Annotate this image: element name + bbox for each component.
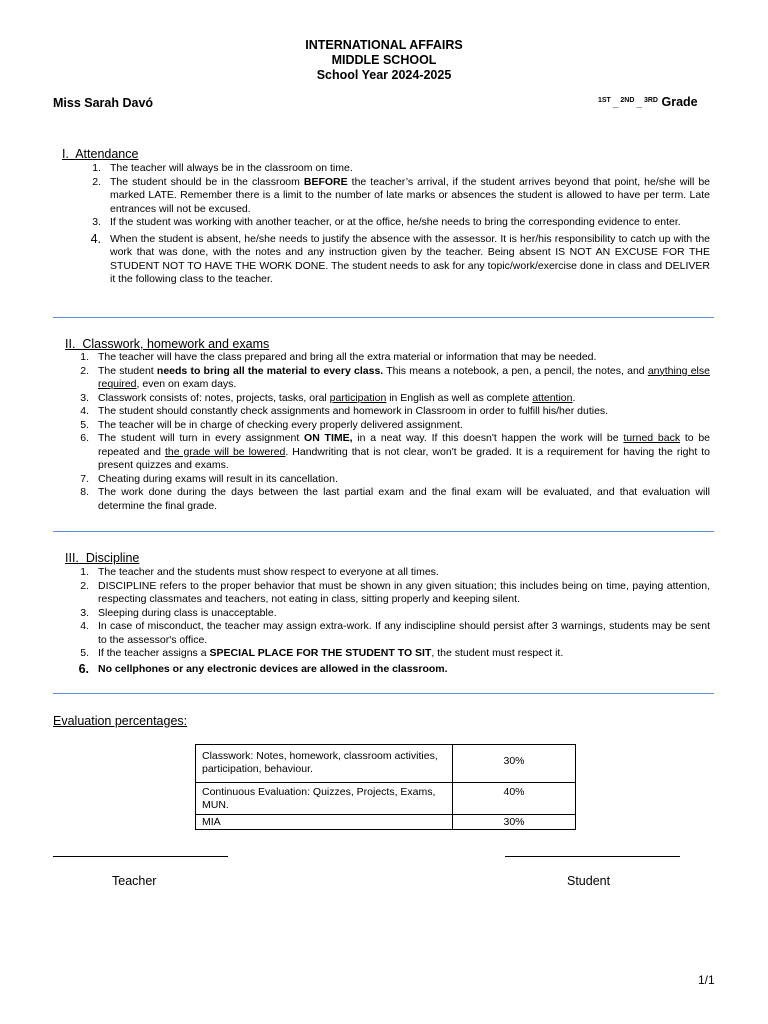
list-item: 5. The teacher will be in charge of checking every properly delivered assignment.: [80, 418, 463, 431]
classwork-list: [80, 351, 711, 513]
list-item: 1. The teacher will have the class prepared and bring all the extra material or information that may be needed.: [80, 351, 597, 363]
table-cell-percent: 30%: [453, 815, 576, 830]
grade-third: 3RD: [643, 97, 658, 104]
school-name: INTERNATIONAL AFFAIRS: [305, 38, 463, 52]
list-item: 6. No cellphones or any electronic devices are allowed in the classroom.: [78, 661, 448, 676]
section-divider: [53, 317, 714, 318]
school-level: MIDDLE SCHOOL: [331, 53, 437, 67]
list-item: 2. The student needs to bring all the material to every class. This means a notebook, a pen, a pencil, the notes, and anything else required, even on exam days.: [80, 364, 710, 390]
section-divider: [53, 693, 714, 694]
list-item: 3. If the student was working with another teacher, or at the office, he/she needs to bring the corresponding evidence to enter.: [92, 216, 681, 228]
table-row: [196, 815, 576, 830]
table-cell-item: Continuous Evaluation: Quizzes, Projects, Exams, MUN.: [196, 783, 453, 815]
page-number: 1/1: [698, 973, 715, 987]
section-title-attendance: I. Attendance: [62, 147, 139, 161]
table-cell-percent: 30%: [453, 745, 576, 783]
table-cell-percent: 40%: [453, 783, 576, 815]
table-row: [196, 745, 576, 783]
student-signature-label: Student: [567, 874, 611, 888]
list-item: 1. The teacher will always be in the classroom on time.: [92, 162, 353, 174]
evaluation-label: Evaluation percentages:: [53, 714, 188, 728]
list-item: 3. Classwork consists of: notes, projects, tasks, oral participation in English as well as complete attention.: [80, 391, 576, 404]
list-item: 4. In case of misconduct, the teacher may assign extra-work. If any indiscipline should persist after 3 warnings, students may be sent to the assessor's office.: [80, 620, 710, 646]
list-item: 4. The student should constantly check assignments and homework in Classroom in order to fulfill his/her duties.: [80, 405, 609, 417]
teacher-signature-label: Teacher: [112, 874, 157, 888]
list-item: 1. The teacher and the students must show respect to everyone at all times.: [80, 566, 439, 578]
list-item: 2. DISCIPLINE refers to the proper behavior that must be shown in any given situation; this includes being on time, paying attention, respecting classmates and teachers, not eating in class, sitting properly and keeping silent.: [80, 579, 710, 605]
grade-second: 2ND: [620, 97, 635, 104]
teacher-signature-line: [53, 856, 228, 857]
list-item: 8. The work done during the days between the last partial exam and the final exam will be evaluated, and that evaluation will determine the final grade.: [80, 486, 710, 512]
list-item: 6. The student will turn in every assignment ON TIME, in a neat way. If this doesn't happen the work will be turned back to be repeated and the grade will be lowered. Handwriting that is not clear, won't be graded. It is a requirement for having the right to present quizzes and exams.: [80, 432, 711, 471]
evaluation-table: [195, 744, 576, 830]
table-row: [196, 783, 576, 815]
table-cell-item: MIA: [196, 815, 453, 830]
grade-selector: $^{1ST}$ _ $^{2ND}$ _ $^{3RD}$ Grade: [598, 95, 698, 109]
list-item: 4. When the student is absent, he/she needs to justify the absence with the assessor. It is her/his responsibility to catch up with the work that was done, with the notes and any instruction given by the teacher. Being absent IS NOT AN EXCUSE FOR THE STUDENT NOT TO HAVE THE WORK DONE. The student needs to ask for any topic/work/exercise done in class and DELIVER it the following class to the teacher.: [90, 231, 710, 285]
list-item: 7. Cheating during exams will result in its cancellation.: [80, 472, 338, 485]
list-item: 5. If the teacher assigns a SPECIAL PLACE FOR THE STUDENT TO SIT, the student must respect it.: [80, 647, 564, 659]
section-title-classwork: II. Classwork, homework and exams: [65, 337, 270, 351]
list-item: 2. The student should be in the classroom BEFORE the teacher’s arrival, if the student arrives beyond that point, he/she will be marked LATE. Remember there is a limit to the number of late marks or absences the student is allowed to have per term. Late entrances will not be excused.: [92, 175, 710, 215]
school-year: School Year 2024-2025: [316, 68, 452, 82]
table-cell-item: Classwork: Notes, homework, classroom activities, participation, behaviour.: [196, 745, 453, 783]
grade-first: 1ST: [598, 97, 611, 104]
section-title-discipline: III. Discipline: [65, 551, 140, 565]
list-item: 3. Sleeping during class is unacceptable.: [80, 606, 277, 619]
student-signature-line: [505, 856, 680, 857]
teacher-name: Miss Sarah Davó: [53, 96, 154, 110]
discipline-list: [78, 566, 710, 676]
section-divider: [53, 531, 714, 532]
attendance-list: [90, 162, 710, 287]
grade-label: Grade: [661, 95, 698, 109]
